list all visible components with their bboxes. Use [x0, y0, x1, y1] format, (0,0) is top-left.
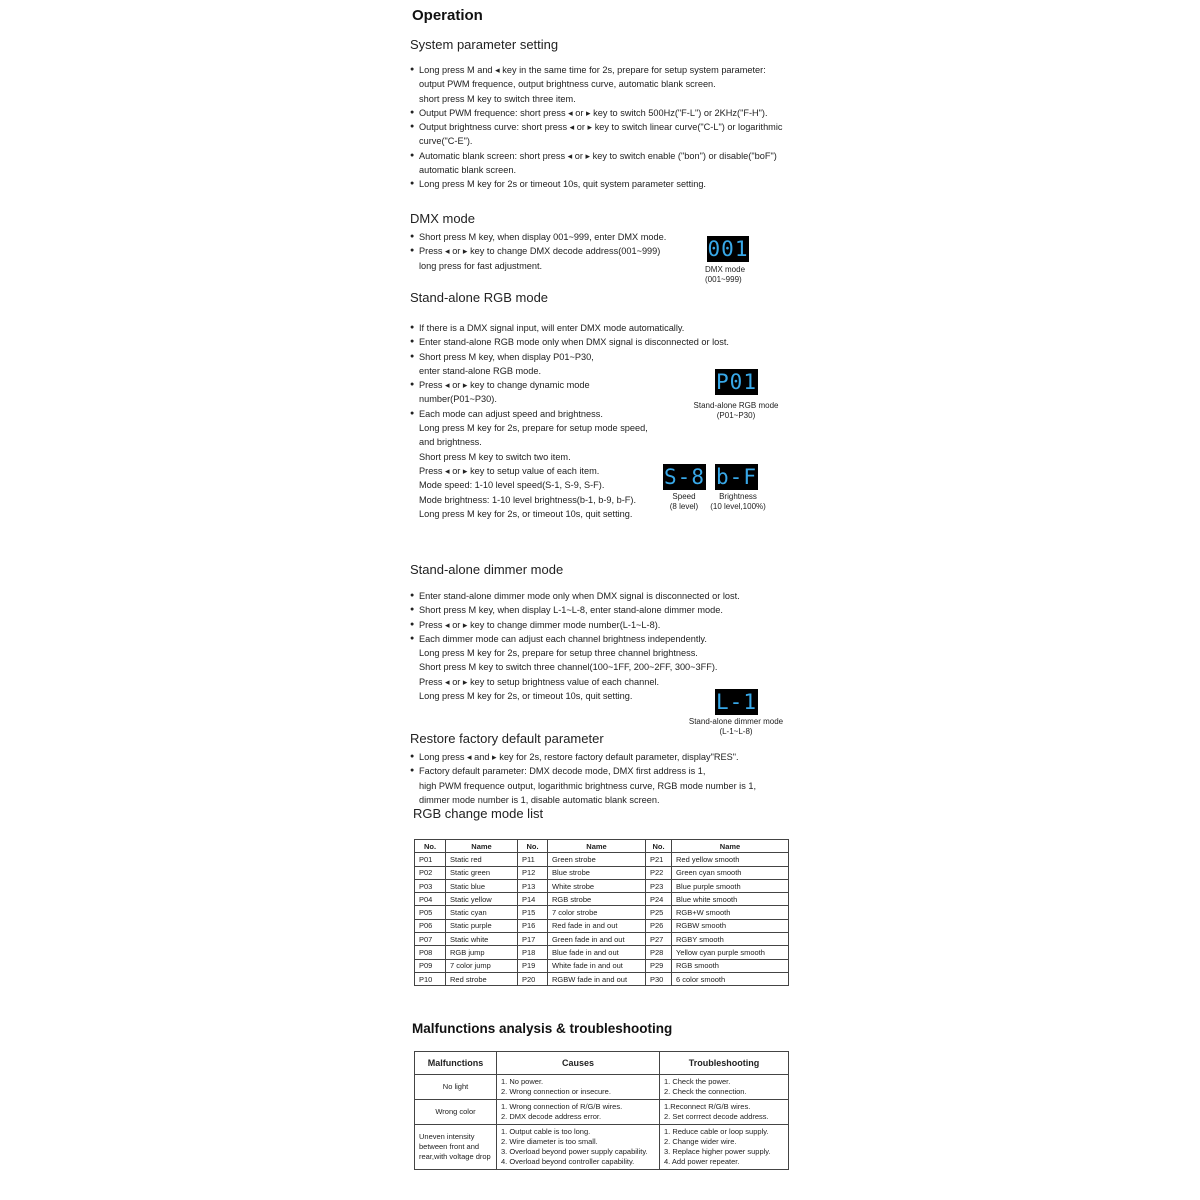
column-header: Troubleshooting: [660, 1052, 789, 1075]
mode-number-cell: P12: [518, 866, 548, 879]
rgb-table-body: [415, 853, 789, 986]
mode-name-cell: Static red: [446, 853, 518, 866]
mode-name-cell: Static white: [446, 933, 518, 946]
bullet-item: ● Long press ◂ and ▸ key for 2s, restore factory default parameter, display"RES".: [410, 750, 790, 764]
bullet-item: ● Short press M key, when display 001~999, enter DMX mode.: [410, 230, 700, 244]
section-title-rgb-mode: Stand-alone RGB mode: [410, 290, 549, 305]
table-row: [415, 933, 789, 946]
mode-name-cell: Yellow cyan purple smooth: [672, 946, 789, 959]
continuation-line: long press for fast adjustment.: [419, 260, 543, 271]
table-row: [415, 879, 789, 892]
section-title-dmx-mode: DMX mode: [410, 211, 476, 226]
cell-line: 1.Reconnect R/G/B wires.: [664, 1102, 751, 1111]
mode-number-cell: P05: [415, 906, 446, 919]
malfunction-cell: [415, 1125, 497, 1170]
cell-line: 3. Replace higher power supply.: [664, 1147, 771, 1156]
mode-name-cell: RGB+W smooth: [672, 906, 789, 919]
continuation-line: Short press M key to switch two item.: [419, 451, 571, 462]
causes-cell: [497, 1125, 660, 1170]
mode-number-cell: P14: [518, 893, 548, 906]
mode-name-cell: 6 color smooth: [672, 972, 789, 985]
cell-line: 2. Check the connection.: [664, 1087, 747, 1096]
mode-name-cell: 7 color strobe: [548, 906, 646, 919]
continuation-line: Long press M key for 2s, prepare for setup mode speed,: [419, 423, 648, 434]
brightness-caption: Brightness (10 level,100%): [710, 492, 766, 511]
bullet-item: ● Enter stand-alone RGB mode only when DMX signal is disconnected or lost.: [410, 335, 740, 349]
column-header: Name: [548, 840, 646, 853]
column-header: Name: [672, 840, 789, 853]
bullet-item: ● Factory default parameter: DMX decode mode, DMX first address is 1,: [410, 764, 790, 778]
cell-line: 4. Add power repeater.: [664, 1157, 740, 1166]
section-title-restore-default: Restore factory default parameter: [410, 731, 604, 746]
continuation-line: high PWM frequence output, logarithmic brightness curve, RGB mode number is 1,: [419, 780, 757, 791]
cell-line: No light: [442, 1082, 469, 1091]
mode-number-cell: P10: [415, 972, 446, 985]
table-row: [415, 946, 789, 959]
mode-number-cell: P08: [415, 946, 446, 959]
mode-number-cell: P22: [646, 866, 672, 879]
column-header: No.: [518, 840, 548, 853]
bullet-item: ● Output brightness curve: short press ◂ or ▸ key to switch linear curve("C-L") or logarithmic: [410, 120, 790, 134]
cell-line: 1. Wrong connection of R/G/B wires.: [501, 1102, 623, 1111]
rgb-table-header-row: [415, 840, 789, 853]
cell-line: 2. Wire diameter is too small.: [501, 1137, 598, 1146]
cell-line: 1. Check the power.: [664, 1077, 731, 1086]
speed-caption: Speed (8 level): [669, 492, 699, 511]
column-header: No.: [646, 840, 672, 853]
rgb-mode-table: [414, 839, 789, 986]
causes-cell: [497, 1100, 660, 1125]
troubleshooting-cell: [660, 1075, 789, 1100]
mode-name-cell: RGBY smooth: [672, 933, 789, 946]
continuation-line: automatic blank screen.: [419, 165, 517, 176]
mode-name-cell: 7 color jump: [446, 959, 518, 972]
section-title-malfunctions: Malfunctions analysis & troubleshooting: [412, 1021, 673, 1036]
cell-line: 3. Overload beyond power supply capability.: [501, 1147, 648, 1156]
mode-number-cell: P24: [646, 893, 672, 906]
section-title-system-parameter: System parameter setting: [410, 37, 559, 52]
mode-number-cell: P17: [518, 933, 548, 946]
continuation-line: Long press M key for 2s, or timeout 10s, quit setting.: [419, 508, 633, 519]
speed-display: S-8: [664, 465, 705, 489]
table-row: [415, 906, 789, 919]
restore-default-list: [410, 750, 790, 807]
bullet-item: ● Short press M key, when display P01~P30,: [410, 350, 740, 364]
mode-number-cell: P01: [415, 853, 446, 866]
malfunctions-table: [414, 1051, 789, 1170]
mode-name-cell: Blue fade in and out: [548, 946, 646, 959]
mode-number-cell: P19: [518, 959, 548, 972]
mode-name-cell: Green cyan smooth: [672, 866, 789, 879]
causes-cell: [497, 1075, 660, 1100]
continuation-line: Mode brightness: 1-10 level brightness(b-1, b-9, b-F).: [419, 494, 637, 505]
cell-line: Wrong color: [435, 1107, 476, 1116]
cell-line: 1. Reduce cable or loop supply.: [664, 1127, 769, 1136]
mode-number-cell: P04: [415, 893, 446, 906]
mode-name-cell: Static green: [446, 866, 518, 879]
table-row: [415, 959, 789, 972]
continuation-line: Mode speed: 1-10 level speed(S-1, S-9, S-F).: [419, 480, 605, 491]
mode-name-cell: White strobe: [548, 879, 646, 892]
continuation-line: dimmer mode number is 1, disable automatic blank screen.: [419, 794, 660, 805]
bullet-item: ● Press ◂ or ▸ key to change dimmer mode number(L-1~L-8).: [410, 618, 760, 632]
continuation-line: curve("C-E").: [419, 136, 473, 147]
mode-number-cell: P25: [646, 906, 672, 919]
mode-name-cell: Static purple: [446, 919, 518, 932]
bullet-item: ● If there is a DMX signal input, will enter DMX mode automatically.: [410, 321, 740, 335]
mode-number-cell: P16: [518, 919, 548, 932]
mode-name-cell: Static blue: [446, 879, 518, 892]
mode-name-cell: Blue white smooth: [672, 893, 789, 906]
troubleshooting-cell: [660, 1125, 789, 1170]
dmx-mode-list: [410, 230, 700, 273]
malfunctions-header-row: [415, 1052, 789, 1075]
mode-number-cell: P28: [646, 946, 672, 959]
mode-number-cell: P30: [646, 972, 672, 985]
bullet-item: ● Enter stand-alone dimmer mode only when DMX signal is disconnected or lost.: [410, 589, 760, 603]
bullet-item: ● Long press M and ◂ key in the same time for 2s, prepare for setup system parameter:: [410, 63, 790, 77]
rgb-mode-display-caption: Stand-alone RGB mode (P01~P30): [693, 401, 779, 420]
continuation-line: Long press M key for 2s, or timeout 10s, quit setting.: [419, 691, 633, 702]
cell-line: 2. Change wider wire.: [664, 1137, 737, 1146]
bullet-item: ● Long press M key for 2s or timeout 10s, quit system parameter setting.: [410, 177, 790, 191]
rgb-mode-display: P01: [716, 370, 757, 394]
mode-number-cell: P18: [518, 946, 548, 959]
mode-number-cell: P11: [518, 853, 548, 866]
continuation-line: output PWM frequence, output brightness curve, automatic blank screen.: [419, 79, 716, 90]
mode-number-cell: P13: [518, 879, 548, 892]
cell-line: rear,with voltage drop: [419, 1152, 491, 1161]
bullet-item: ● Press ◂ or ▸ key to change dynamic mode: [410, 378, 740, 392]
mode-number-cell: P29: [646, 959, 672, 972]
malfunctions-table-body: [415, 1075, 789, 1170]
cell-line: 1. No power.: [501, 1077, 544, 1086]
mode-name-cell: White fade in and out: [548, 959, 646, 972]
page-title: Operation: [412, 7, 483, 24]
dimmer-mode-display: L-1: [716, 690, 757, 714]
bullet-item: ● Each mode can adjust speed and brightness.: [410, 407, 740, 421]
bullet-item: ● Output PWM frequence: short press ◂ or ▸ key to switch 500Hz("F-L") or 2KHz("F-H").: [410, 106, 790, 120]
continuation-line: enter stand-alone RGB mode.: [419, 365, 542, 376]
section-title-dimmer-mode: Stand-alone dimmer mode: [410, 562, 564, 577]
mode-number-cell: P20: [518, 972, 548, 985]
table-row: [415, 853, 789, 866]
table-row: [415, 866, 789, 879]
table-row: [415, 893, 789, 906]
cell-line: 4. Overload beyond controller capability.: [501, 1157, 635, 1166]
malfunction-cell: [415, 1100, 497, 1125]
mode-name-cell: RGBW smooth: [672, 919, 789, 932]
brightness-display: b-F: [716, 465, 757, 489]
mode-name-cell: Red strobe: [446, 972, 518, 985]
mode-name-cell: RGB jump: [446, 946, 518, 959]
mode-number-cell: P15: [518, 906, 548, 919]
column-header: Causes: [497, 1052, 660, 1075]
table-row: [415, 1125, 789, 1170]
malfunction-cell: [415, 1075, 497, 1100]
column-header: Name: [446, 840, 518, 853]
mode-number-cell: P26: [646, 919, 672, 932]
mode-name-cell: RGB smooth: [672, 959, 789, 972]
dimmer-mode-display-caption: Stand-alone dimmer mode (L-1~L-8): [688, 717, 784, 736]
mode-name-cell: Static cyan: [446, 906, 518, 919]
continuation-line: short press M key to switch three item.: [419, 93, 576, 104]
cell-line: 1. Output cable is too long.: [501, 1127, 591, 1136]
continuation-line: and brightness.: [419, 437, 482, 448]
continuation-line: number(P01~P30).: [419, 394, 497, 405]
mode-name-cell: Static yellow: [446, 893, 518, 906]
cell-line: between front and: [419, 1142, 480, 1151]
mode-name-cell: Red fade in and out: [548, 919, 646, 932]
mode-name-cell: RGB strobe: [548, 893, 646, 906]
mode-number-cell: P07: [415, 933, 446, 946]
continuation-line: Press ◂ or ▸ key to setup brightness value of each channel.: [419, 676, 660, 687]
dimmer-mode-list: [410, 589, 760, 703]
dmx-display: 001: [707, 237, 749, 261]
dmx-display-caption: DMX mode (001~999): [705, 265, 746, 284]
mode-number-cell: P03: [415, 879, 446, 892]
continuation-line: Press ◂ or ▸ key to setup value of each item.: [419, 465, 600, 476]
table-row: [415, 1100, 789, 1125]
mode-number-cell: P02: [415, 866, 446, 879]
cell-line: 2. Set corrrect decode address.: [664, 1112, 769, 1121]
bullet-item: ● Each dimmer mode can adjust each channel brightness independently.: [410, 632, 760, 646]
section-title-rgb-list: RGB change mode list: [413, 806, 544, 821]
table-row: [415, 919, 789, 932]
mode-number-cell: P27: [646, 933, 672, 946]
mode-number-cell: P09: [415, 959, 446, 972]
mode-number-cell: P21: [646, 853, 672, 866]
mode-name-cell: Blue purple smooth: [672, 879, 789, 892]
cell-line: 2. Wrong connection or insecure.: [501, 1087, 611, 1096]
column-header: No.: [415, 840, 446, 853]
mode-name-cell: Blue strobe: [548, 866, 646, 879]
bullet-item: ● Automatic blank screen: short press ◂ or ▸ key to switch enable ("bon") or disable("boF"): [410, 149, 790, 163]
mode-name-cell: Red yellow smooth: [672, 853, 789, 866]
system-parameter-list: [410, 63, 790, 192]
continuation-line: Long press M key for 2s, prepare for setup three channel brightness.: [419, 648, 698, 659]
cell-line: 2. DMX decode address error.: [501, 1112, 602, 1121]
bullet-item: ● Short press M key, when display L-1~L-8, enter stand-alone dimmer mode.: [410, 603, 760, 617]
column-header: Malfunctions: [415, 1052, 497, 1075]
troubleshooting-cell: [660, 1100, 789, 1125]
table-row: [415, 972, 789, 985]
mode-number-cell: P06: [415, 919, 446, 932]
cell-line: Uneven intensity: [419, 1132, 475, 1141]
mode-number-cell: P23: [646, 879, 672, 892]
continuation-line: Short press M key to switch three channel(100~1FF, 200~2FF, 300~3FF).: [419, 662, 718, 673]
table-row: [415, 1075, 789, 1100]
mode-name-cell: Green fade in and out: [548, 933, 646, 946]
mode-name-cell: RGBW fade in and out: [548, 972, 646, 985]
mode-name-cell: Green strobe: [548, 853, 646, 866]
bullet-item: ● Press ◂ or ▸ key to change DMX decode address(001~999): [410, 244, 700, 258]
